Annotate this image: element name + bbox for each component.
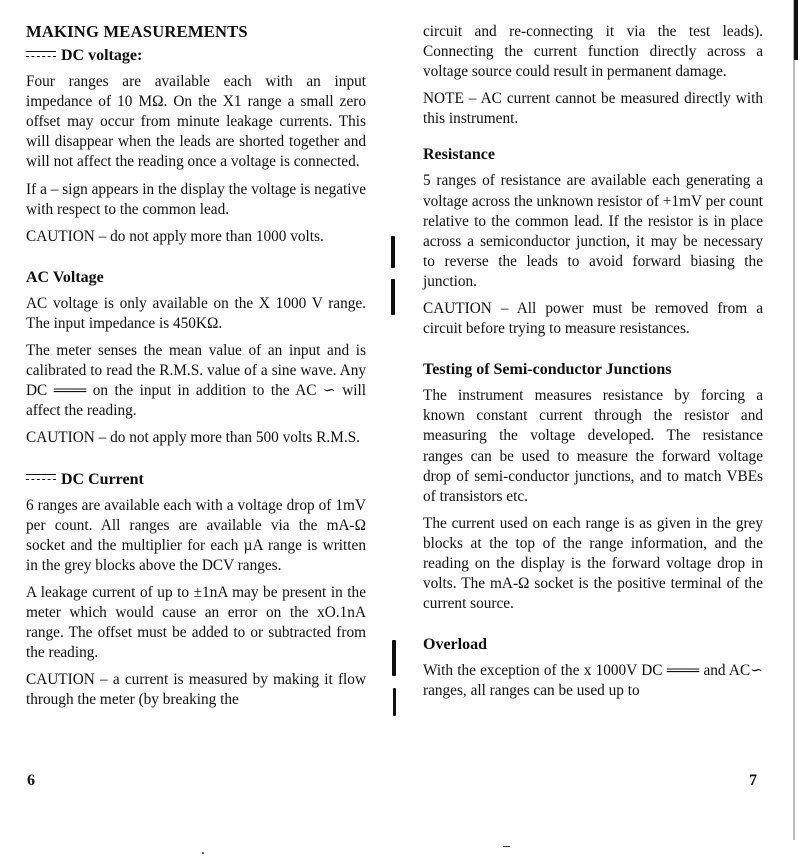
paragraph: If a – sign appears in the display the voltage is negative with respect to the common lead. — [26, 180, 366, 218]
page-edge-shadow — [794, 0, 798, 60]
right-page — [423, 22, 763, 708]
paragraph: Four ranges are available each with an input impedance of 10 MΩ. On the X1 range a small zero offset may occur from minute leakage currents. This will disappear when the leads are shorted together and will not affect the reading once a voltage is connected. — [26, 73, 366, 171]
page-number-right: 7 — [749, 772, 757, 789]
section-heading-dc-current: DC Current — [26, 470, 366, 490]
section-heading-resistance: Resistance — [423, 146, 495, 164]
paragraph: The meter senses the mean value of an input and is calibrated to read the R.M.S. value of a sine wave. Any DC ═══ on the input in addition to the AC ∽ will affect the reading. — [26, 342, 366, 420]
caution-paragraph: CAUTION – a current is measured by making it flow through the meter (by breaking the — [26, 671, 366, 709]
paragraph: AC voltage is only available on the X 1000 V range. The input impedance is 450KΩ. — [26, 294, 366, 332]
paragraph: With the exception of the x 1000V DC ═══ and AC∽ ranges, all ranges can be used up to — [423, 662, 763, 700]
section-heading-semiconductor-junctions: Testing of Semi-conductor Junctions — [423, 361, 672, 379]
scan-speck — [503, 846, 510, 847]
paragraph: A leakage current of up to ±1nA may be present in the meter which would cause an error on the xO.1nA range. The offset must be added to or subtracted from the reading. — [26, 583, 366, 662]
caution-paragraph: CAUTION – All power must be removed from a circuit before trying to measure resistances. — [423, 300, 763, 338]
left-page — [26, 22, 366, 717]
caution-paragraph: CAUTION – do not apply more than 1000 volts. — [26, 227, 324, 245]
gutter-mark-icon — [391, 279, 395, 315]
page-edge — [793, 0, 795, 840]
section-heading-ac-voltage: AC Voltage — [26, 268, 104, 286]
gutter-mark-icon — [393, 688, 396, 716]
note-paragraph: NOTE – AC current cannot be measured directly with this instrument. — [423, 90, 763, 128]
dc-symbol-icon — [26, 50, 56, 59]
page-number-left: 6 — [27, 772, 35, 789]
caution-paragraph: CAUTION – do not apply more than 500 volts R.M.S. — [26, 429, 360, 447]
scan-speck — [202, 852, 204, 854]
page-title: MAKING MEASUREMENTS — [26, 22, 248, 41]
paragraph: circuit and re-connecting it via the test leads). Connecting the current function directly across a voltage source could result in permanent damage. — [423, 23, 763, 81]
paragraph: The instrument measures resistance by forcing a known constant current through the resistor and measuring the voltage developed. The resistance ranges can be used to measure the forward voltage drop of semi-conductor junctions, and to match VBEs of transistors etc. — [423, 387, 763, 505]
paragraph: The current used on each range is as given in the grey blocks at the top of the range information, and the reading on the display is the forward voltage drop in volts. The mA-Ω socket is the positive terminal of the current source. — [423, 514, 763, 613]
paragraph: 6 ranges are available each with a voltage drop of 1mV per count. All ranges are available via the mA-Ω socket and the multiplier for each µA range is written in the grey blocks above the DCV ranges. — [26, 496, 366, 574]
gutter-mark-icon — [392, 640, 396, 676]
section-heading-dc-voltage: DC voltage: — [26, 46, 366, 66]
gutter-mark-icon — [391, 236, 395, 268]
section-heading-overload: Overload — [423, 636, 487, 654]
dc-symbol-icon — [26, 473, 56, 482]
paragraph: 5 ranges of resistance are available each generating a voltage across the unknown resistor of +1mV per count relative to the common lead. If the resistor is in place across a semiconductor junction, it may be necessary to reverse the leads to avoid forward biasing the junction. — [423, 172, 763, 290]
